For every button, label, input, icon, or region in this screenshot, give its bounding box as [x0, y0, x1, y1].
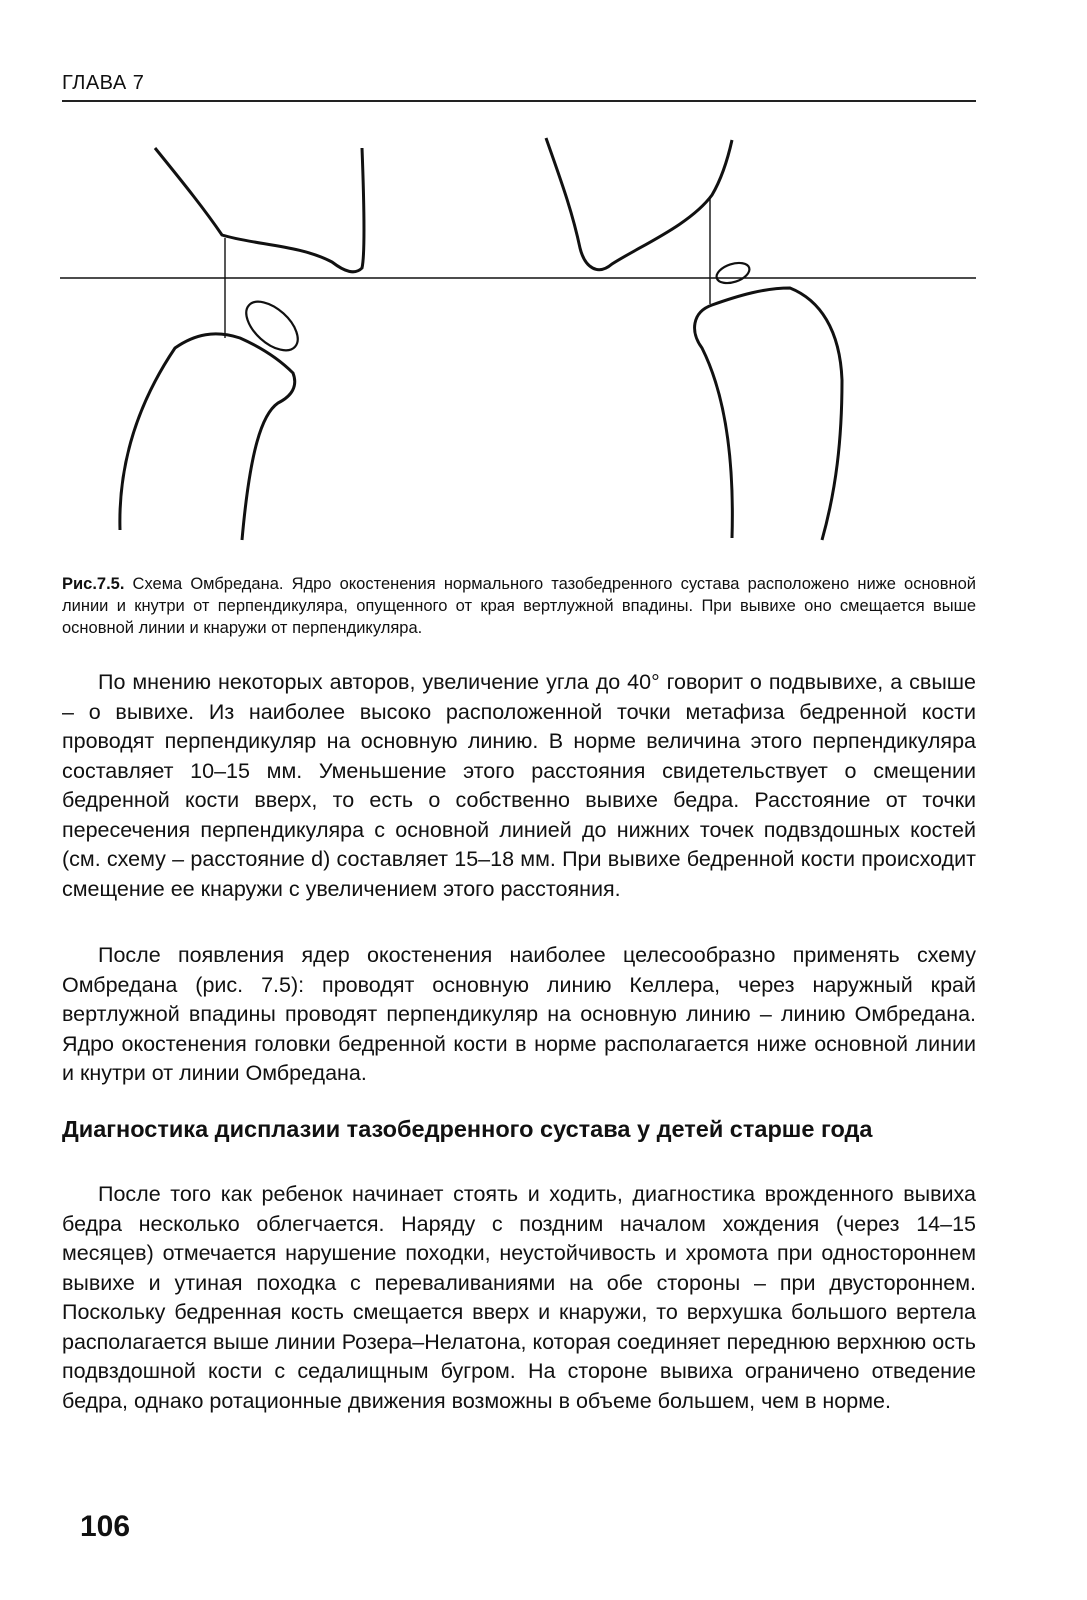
left-femur-contour [120, 334, 295, 540]
ombredan-scheme-figure [0, 120, 1087, 550]
paragraph-1-text: По мнению некоторых авторов, увеличение угла до 40° говорит о подвывихе, а свыше – о вывихе. Из наиболее высоко расположенной точки метафиза бедренной кости проводят перпендикуляр на основную линию. В норме величина этого перпендикуляра составляет 10–15 мм. Уменьшение этого расстояния свидетельствует о смещении бедренной кости вверх, то есть о собственно вывихе бедра. Расстояние от точки пересечения перпендикуляра с основной линией до нижних точек подвздошных костей (см. схему – расстояние d) составляет 15–18 мм. При вывихе бедренной кости происходит смещение ее кнаружи с увеличением этого расстояния. [62, 670, 976, 901]
section-heading: Диагностика дисплазии тазобедренного сустава у детей старше года [62, 1116, 873, 1142]
paragraph-1 [62, 668, 976, 904]
paragraph-2 [62, 941, 976, 1089]
header-rule [62, 100, 976, 102]
figure-caption-label: Рис.7.5. [62, 575, 125, 593]
paragraph-2-text: После появления ядер окостенения наиболее целесообразно применять схему Омбредана (рис. 7.5): проводят основную линию Келлера, через наружный край вертлужной впадины проводят перпендикуляр на основную линию – линию Омбредана. Ядро окостенения головки бедренной кости в норме располагается ниже основной линии и кнутри от линии Омбредана. [62, 943, 976, 1085]
figure-caption [62, 573, 976, 639]
right-ossification-nucleus [714, 259, 752, 287]
left-ilium-contour [155, 148, 364, 272]
page-number: 106 [80, 1510, 131, 1543]
figure-caption-text: Схема Омбредана. Ядро окостенения нормального тазобедренного сустава расположено ниже основной линии и кнутри от перпендикуляра, опущенного от края вертлужной впадины. При вывихе оно смещается выше основной линии и кнаружи от перпендикуляра. [62, 575, 976, 637]
paragraph-3 [62, 1180, 976, 1416]
right-ilium-contour [546, 138, 732, 270]
right-femur-contour [695, 288, 842, 540]
paragraph-3-text: После того как ребенок начинает стоять и ходить, диагностика врожденного вывиха бедра несколько облегчается. Наряду с поздним началом хождения (через 14–15 месяцев) отмечается нарушение походки, неустойчивость и хромота при одностороннем вывихе и утиная походка с переваливаниями на обе стороны – при двустороннем. Поскольку бедренная кость смещается вверх и кнаружи, то верхушка большого вертела располагается выше линии Розера–Нелатона, которая соединяет переднюю верхнюю ость подвздошной кости с седалищным бугром. На стороне вывиха ограничено отведение бедра, однако ротационные движения возможны в объеме большем, чем в норме. [62, 1182, 976, 1413]
running-head: ГЛАВА 7 [62, 72, 145, 94]
left-ossification-nucleus [238, 293, 307, 360]
